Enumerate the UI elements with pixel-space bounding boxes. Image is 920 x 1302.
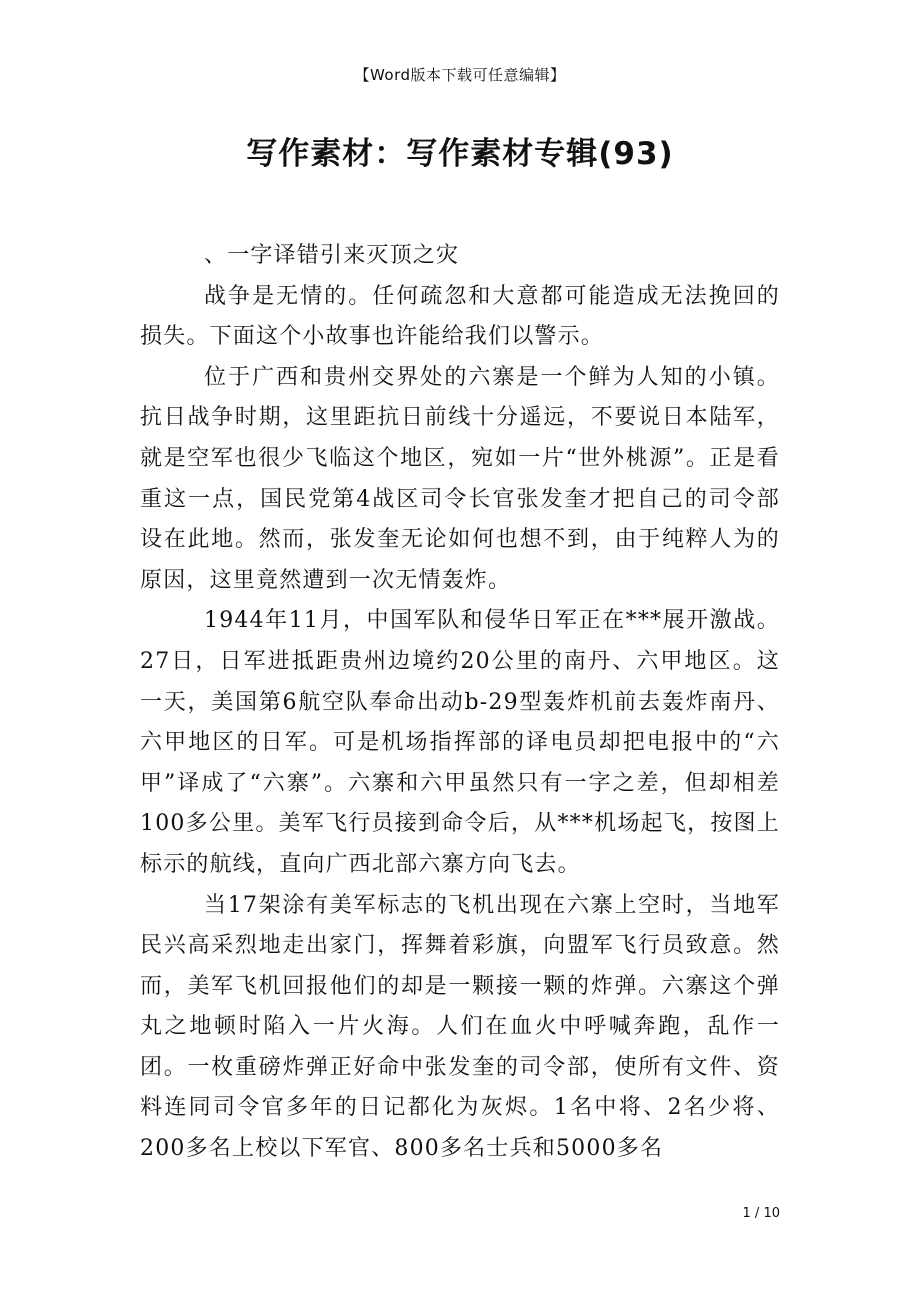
section-heading: 、一字译错引来灭顶之灾 — [204, 243, 460, 268]
paragraph: 战争是无情的。任何疏忽和大意都可能造成无法挽回的损失。下面这个小故事也许能给我们以警示。 — [140, 283, 780, 350]
document-body — [140, 236, 780, 1170]
paragraph: 当17架涂有美军标志的飞机出现在六寨上空时，当地军民兴高采烈地走出家门，挥舞着彩旗，向盟军飞行员致意。然而，美军飞机回报他们的却是一颗接一颗的炸弹。六寨这个弹丸之地顿时陷入一片火海。人们在血火中呼喊奔跑，乱作一团。一枚重磅炸弹正好命中张发奎的司令部，使所有文件、资料连同司令官多年的日记都化为灰烬。1名中将、2名少将、200多名上校以下军官、800多名士兵和5000多名 — [140, 892, 780, 1162]
paragraph: 位于广西和贵州交界处的六寨是一个鲜为人知的小镇。抗日战争时期，这里距抗日前线十分遥远，不要说日本陆军，就是空军也很少飞临这个地区，宛如一片“世外桃源”。正是看重这一点，国民党第4战区司令长官张发奎才把自己的司令部设在此地。然而，张发奎无论如何也想不到，由于纯粹人为的原因，这里竟然遭到一次无情轰炸。 — [140, 364, 780, 593]
header-note: 【Word版本下载可任意编辑】 — [354, 66, 566, 84]
document-title: 写作素材：写作素材专辑(93) — [246, 136, 674, 172]
page-number: 1 / 10 — [742, 1206, 780, 1221]
paragraph: 1944年11月，中国军队和侵华日军正在***展开激战。27日，日军进抵距贵州边境约20公里的南丹、六甲地区。这一天，美国第6航空队奉命出动b-29型轰炸机前去轰炸南丹、六甲地区的日军。可是机场指挥部的译电员却把电报中的“六甲”译成了“六寨”。六寨和六甲虽然只有一字之差，但却相差100多公里。美军飞行员接到命令后，从***机场起飞，按图上标示的航线，直向广西北部六寨方向飞去。 — [140, 608, 780, 877]
